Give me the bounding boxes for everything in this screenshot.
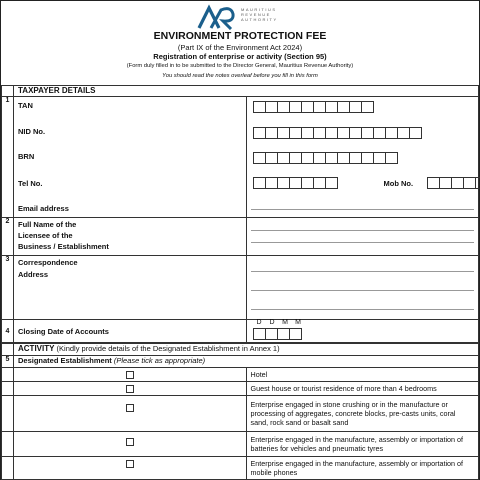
taxpayer-details-heading: TAXPAYER DETAILS	[14, 86, 479, 97]
guest-house-checkbox[interactable]	[126, 385, 134, 393]
char-box[interactable]	[325, 177, 338, 189]
date-letter: D	[256, 319, 262, 326]
full-name-label: Full Name of the	[18, 220, 77, 229]
full-name-label: Business / Establishment	[18, 242, 109, 251]
closing-date-field[interactable]	[253, 328, 301, 340]
mra-logo-icon	[197, 4, 239, 30]
hotel-checkbox[interactable]	[126, 371, 134, 379]
activity-heading	[14, 344, 479, 356]
brn-label: BRN	[18, 152, 35, 161]
stone-crushing-checkbox[interactable]	[126, 404, 134, 412]
row-number: 5	[2, 356, 14, 368]
mobile-phones-checkbox[interactable]	[126, 460, 134, 468]
batteries-tyres-checkbox[interactable]	[126, 438, 134, 446]
correspondence-label: Correspondence	[18, 258, 78, 267]
form-title: ENVIRONMENT PROTECTION FEE	[153, 30, 327, 42]
char-box[interactable]	[385, 152, 398, 164]
form-subtitle-section: Registration of enterprise or activity (Section 95)	[153, 52, 327, 61]
char-box[interactable]	[409, 127, 422, 139]
mra-logo	[197, 4, 287, 30]
date-format-hint	[253, 319, 305, 326]
submission-note: (Form duly filled in to be submitted to the Director General, Mauritius Revenue Authority)	[126, 63, 354, 69]
tel-field[interactable]	[253, 177, 337, 189]
char-box[interactable]	[361, 101, 374, 113]
closing-date-label: Closing Date of Accounts	[14, 320, 247, 343]
char-box[interactable]	[289, 328, 302, 340]
date-letter: M	[295, 319, 301, 326]
tan-label: TAN	[18, 101, 33, 110]
logo-word: REVENUE	[241, 12, 271, 17]
designated-heading	[14, 356, 479, 368]
email-label: Email address	[18, 204, 69, 213]
write-line	[251, 242, 475, 243]
write-line	[251, 230, 475, 231]
logo-word: AUTHORITY	[241, 17, 278, 22]
brn-field[interactable]	[253, 152, 397, 164]
activity-title: ACTIVITY	[18, 344, 55, 353]
row-number: 1	[2, 97, 14, 218]
email-field[interactable]	[251, 209, 475, 210]
row-number: 3	[2, 256, 14, 320]
item-mobile-phones: Enterprise engaged in the manufacture, assembly or importation of mobile phones	[246, 457, 479, 480]
item-guest-house: Guest house or tourist residence of more than 4 bedrooms	[246, 382, 479, 396]
row-number: 2	[2, 218, 14, 256]
designated-title: Designated Establishment	[18, 356, 112, 365]
mob-label: Mob No.	[383, 179, 414, 188]
address-field[interactable]	[246, 256, 479, 320]
write-line	[251, 290, 475, 291]
tan-field[interactable]	[253, 101, 373, 113]
designated-instruction: (Please tick as appropriate)	[111, 356, 206, 365]
read-notes-instruction: You should read the notes overleaf before you fill in this form	[162, 73, 318, 79]
write-line	[251, 271, 475, 272]
char-box[interactable]	[475, 177, 480, 189]
taxpayer-details-table	[1, 85, 479, 343]
tel-label: Tel No.	[18, 179, 43, 188]
correspondence-label: Address	[18, 270, 49, 279]
mob-field[interactable]	[427, 177, 480, 189]
item-stone-crushing: Enterprise engaged in stone crushing or in the manufacture or processing of aggregates, concrete blocks, pre-casts units, coral sand, rock sand or basalt sand	[246, 396, 479, 432]
item-hotel: Hotel	[246, 368, 479, 382]
mra-logo-text	[241, 7, 278, 22]
write-line	[251, 309, 475, 310]
activity-table	[1, 343, 479, 480]
full-name-label: Licensee of the	[18, 231, 73, 240]
activity-instruction: (Kindly provide details of the Designated Establishment in Annex 1)	[54, 344, 280, 353]
form-header	[1, 1, 479, 85]
date-letter: M	[282, 319, 288, 326]
date-letter: D	[269, 319, 275, 326]
full-name-field[interactable]	[246, 218, 479, 256]
logo-word: MAURITIUS	[241, 7, 277, 12]
nid-field[interactable]	[253, 127, 421, 139]
item-batteries-tyres: Enterprise engaged in the manufacture, assembly or importation of batteries for vehicles and pneumatic tyres	[246, 432, 479, 457]
form-subtitle: (Part IX of the Environment Act 2024)	[177, 43, 303, 52]
nid-label: NID No.	[18, 127, 46, 136]
row-number: 4	[2, 320, 14, 343]
